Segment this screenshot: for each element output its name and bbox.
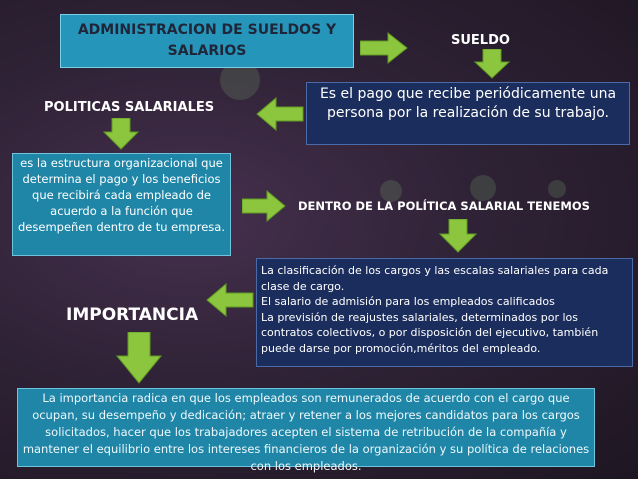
list-item: La previsión de reajustes salariales, determinados por los contratos colectivos, o por disposición del ejecutivo, también puede darse por promoción,méritos del empleado.: [261, 310, 599, 355]
dentro-list-box: [256, 258, 633, 367]
title-text: ADMINISTRACION DE SUELDOS Y SALARIOS: [77, 22, 337, 59]
sueldo-heading: SUELDO: [451, 33, 510, 48]
importancia-text-box: [17, 388, 595, 473]
importancia-text: La importancia radica en que los empleados son remunerados de acuerdo con el cargo que ocupan, su desempeño y dedicación; atraer y retener a los mejores candidatos para los cargos solicitados, hacer que los trabajadores acepten el sistema de retribución de la compañía y mantener el equilibrio entre los intereses financieros de la organización y su política de relaciones con los empleados.: [22, 391, 590, 473]
politicas-heading: POLITICAS SALARIALES: [44, 100, 215, 115]
sueldo-definition-box: [306, 82, 630, 145]
importancia-heading: IMPORTANCIA: [66, 305, 199, 325]
politicas-definition-text: es la estructura organizacional que determina el pago y los beneficios que recibirá cada empleado de acuerdo a la función que desempeñen dentro de tu empresa.: [18, 156, 225, 234]
background-bokeh: [470, 175, 496, 201]
right-arrow-icon: [360, 32, 408, 64]
down-arrow-icon: [439, 219, 477, 253]
list-item: La clasificación de los cargos y las escalas salariales para cada clase de cargo.: [261, 264, 609, 293]
down-arrow-icon: [116, 332, 162, 384]
down-arrow-icon: [103, 118, 139, 150]
sueldo-definition-text: Es el pago que recibe periódicamente una persona por la realización de su trabajo.: [319, 86, 617, 121]
list-item: El salario de admisión para los empleados calificados: [261, 295, 555, 308]
politicas-definition-box: [12, 153, 231, 256]
down-arrow-icon: [474, 49, 510, 79]
left-arrow-icon: [206, 283, 254, 317]
background-bokeh: [548, 180, 566, 198]
title-box: [60, 14, 354, 68]
left-arrow-icon: [256, 97, 304, 131]
right-arrow-icon: [242, 190, 286, 222]
dentro-heading: DENTRO DE LA POLÍTICA SALARIAL TENEMOS: [298, 199, 590, 213]
